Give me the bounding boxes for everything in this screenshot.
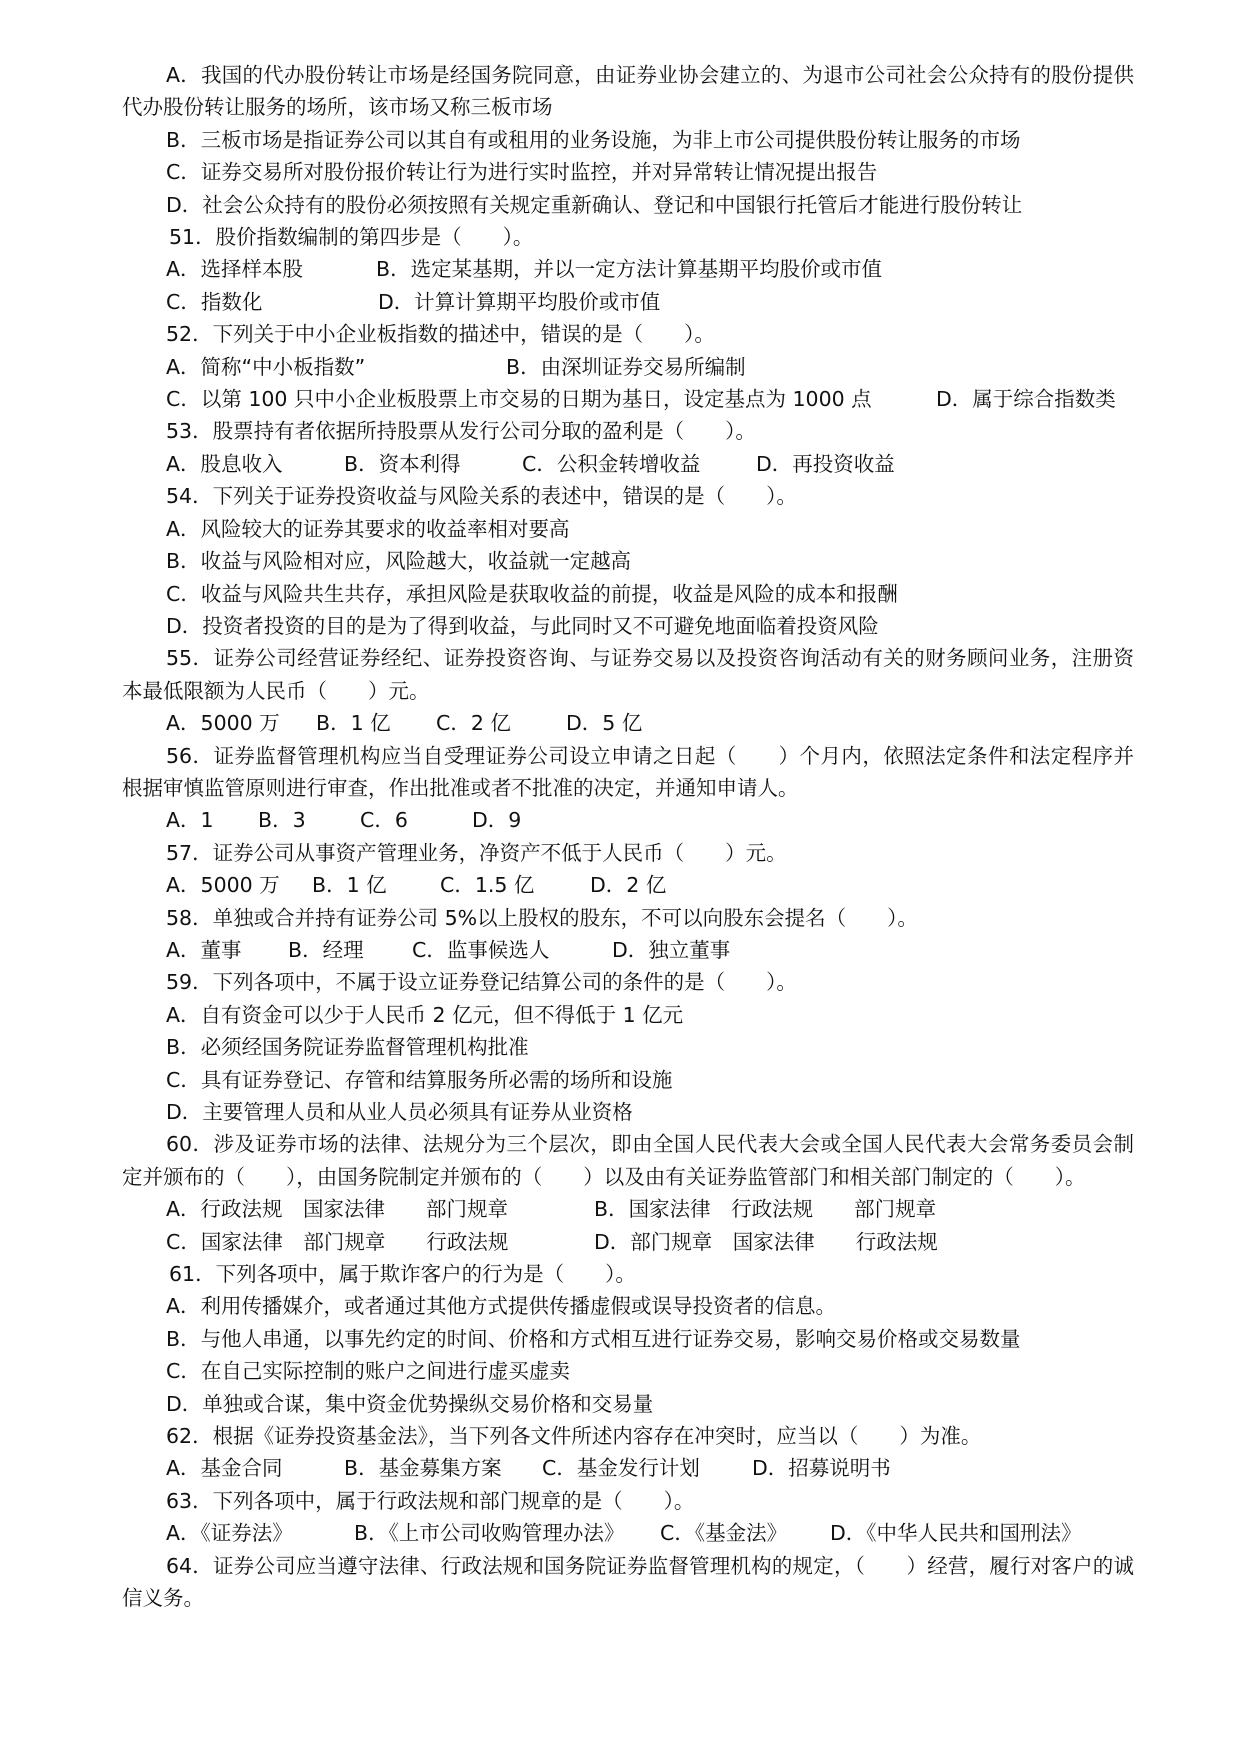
q63-option-a: A．《证券法》 [166,1521,293,1546]
q62-option-b: B．基金募集方案 [344,1456,502,1481]
q55-options-row [122,707,1134,739]
q62-option-c: C．基金发行计划 [542,1456,700,1481]
q51-option-c: C．指数化 [166,289,263,314]
q51-options-row-1 [122,253,1134,285]
q57-option-c: C．1.5 亿 [440,873,535,898]
q51-stem: 51．股价指数编制的第四步是（ ）。 [169,225,534,250]
q50-option-c: C．证券交易所对股份报价转让行为进行实时监控，并对异常转让情况提出报告 [166,160,878,185]
q63-option-d: D．《中华人民共和国刑法》 [830,1521,1082,1546]
q59-option-c: C．具有证券登记、存管和结算服务所必需的场所和设施 [166,1067,673,1092]
q62-option-a: A．基金合同 [166,1456,283,1481]
q56-option-b: B．3 [258,808,306,833]
q57-stem: 57．证券公司从事资产管理业务，净资产不低于人民币（ ）元。 [166,840,787,865]
q55-option-c: C．2 亿 [436,711,511,736]
q55-option-a: A．5000 万 [166,711,280,736]
q60-stem: 60．涉及证券市场的法律、法规分为三个层次，即由全国人民代表大会或全国人民代表大会常务委员会制定并颁布的（ ），由国务院制定并颁布的（ ）以及由有关证券监管部门和相关部门制定的（ ）。 [122,1132,1134,1189]
q53-option-c: C．公积金转增收益 [522,451,701,476]
q53-stem: 53．股票持有者依据所持股票从发行公司分取的盈利是（ ）。 [166,419,756,444]
q52-option-b: B．由深圳证券交易所编制 [506,354,746,379]
q60-option-c: C．国家法律 部门规章 行政法规 [166,1229,509,1254]
q52-option-a: A．简称“中小板指数” [166,354,366,379]
q56-option-a: A．1 [166,808,214,833]
q53-options-row [122,448,1134,480]
q56-option-d: D．9 [472,808,522,833]
q61-option-d: D．单独或合谋，集中资金优势操纵交易价格和交易量 [166,1391,654,1416]
q62-options-row [122,1452,1134,1484]
q55-option-b: B．1 亿 [316,711,391,736]
q54-option-d: D．投资者投资的目的是为了得到收益，与此同时又不可避免地面临着投资风险 [166,613,879,638]
q58-option-b: B．经理 [288,937,364,962]
q55-stem: 55．证券公司经营证券经纪、证券投资咨询、与证券交易以及投资咨询活动有关的财务顾问业务，注册资本最低限额为人民币（ ）元。 [122,646,1134,703]
q50-option-d: D．社会公众持有的股份必须按照有关规定重新确认、登记和中国银行托管后才能进行股份转让 [166,192,1023,217]
q63-option-c: C．《基金法》 [660,1521,788,1546]
q51-options-row-2 [122,286,1134,318]
q57-options-row [122,869,1134,901]
q51-option-d: D．计算计算期平均股价或市值 [378,289,661,314]
q59-option-b: B．必须经国务院证券监督管理机构批准 [166,1035,529,1060]
q53-option-d: D．再投资收益 [756,451,895,476]
q58-option-a: A．董事 [166,937,242,962]
exam-content [122,59,1134,1615]
q61-option-c: C．在自己实际控制的账户之间进行虚买虚卖 [166,1359,570,1384]
q64-stem: 64．证券公司应当遵守法律、行政法规和国务院证券监督管理机构的规定，（ ）经营，履行对客户的诚信义务。 [122,1553,1134,1611]
q56-options-row [122,804,1134,836]
q61-stem: 61．下列各项中，属于欺诈客户的行为是（ ）。 [169,1262,636,1287]
q60-option-d: D．部门规章 国家法律 行政法规 [594,1229,938,1254]
q62-stem: 62．根据《证券投资基金法》，当下列各文件所述内容存在冲突时，应当以（ ）为准。 [166,1424,982,1449]
q51-option-b: B．选定某基期，并以一定方法计算基期平均股价或市值 [376,257,883,282]
q57-option-a: A．5000 万 [166,873,280,898]
q61-option-a: A．利用传播媒介，或者通过其他方式提供传播虚假或误导投资者的信息。 [166,1294,837,1319]
q62-option-d: D．招募说明书 [752,1456,891,1481]
q57-option-b: B．1 亿 [312,873,387,898]
q61-option-b: B．与他人串通，以事先约定的时间、价格和方式相互进行证券交易，影响交易价格或交易数量 [166,1326,1021,1351]
q53-option-a: A．股息收入 [166,451,283,476]
q53-option-b: B．资本利得 [344,451,461,476]
q59-stem: 59．下列各项中，不属于设立证券登记结算公司的条件的是（ ）。 [166,970,797,995]
q60-options-row-1 [122,1193,1134,1225]
q63-option-b: B．《上市公司收购管理办法》 [354,1521,625,1546]
q54-stem: 54．下列关于证券投资收益与风险关系的表述中，错误的是（ ）。 [166,484,797,509]
q52-options-row-1 [122,351,1134,383]
q60-option-b: B．国家法律 行政法规 部门规章 [594,1197,937,1222]
q63-stem: 63．下列各项中，属于行政法规和部门规章的是（ ）。 [166,1488,695,1513]
q57-option-d: D．2 亿 [590,873,667,898]
q52-options-row-2 [122,383,1134,415]
q59-option-a: A．自有资金可以少于人民币 2 亿元，但不得低于 1 亿元 [166,1002,684,1027]
q52-option-c: C．以第 100 只中小企业板股票上市交易的日期为基日，设定基点为 1000 点 [166,387,872,412]
q51-option-a: A．选择样本股 [166,257,304,282]
q56-option-c: C．6 [360,808,408,833]
q63-options-row [122,1517,1134,1549]
q54-option-a: A．风险较大的证券其要求的收益率相对要高 [166,516,570,541]
q52-stem: 52．下列关于中小企业板指数的描述中，错误的是（ ）。 [166,322,715,347]
q59-option-d: D．主要管理人员和从业人员必须具有证券从业资格 [166,1100,633,1124]
q50-option-a: A．我国的代办股份转让市场是经国务院同意，由证券业协会建立的、为退市公司社会公众持有的股份提供代办股份转让服务的场所，该市场又称三板市场 [122,63,1134,120]
q60-option-a: A．行政法规 国家法律 部门规章 [166,1197,509,1222]
q52-option-d: D．属于综合指数类 [936,387,1116,412]
q54-option-b: B．收益与风险相对应，风险越大，收益就一定越高 [166,549,632,574]
q58-option-d: D．独立董事 [612,937,731,962]
q58-stem: 58．单独或合并持有证券公司 5%以上股权的股东，不可以向股东会提名（ ）。 [166,905,918,930]
q50-option-b: B．三板市场是指证券公司以其自有或租用的业务设施，为非上市公司提供股份转让服务的市场 [166,127,1021,152]
q56-stem: 56．证券监督管理机构应当自受理证券公司设立申请之日起（ ）个月内，依照法定条件和法定程序并根据审慎监管原则进行审查，作出批准或者不批准的决定，并通知申请人。 [122,743,1134,800]
q58-option-c: C．监事候选人 [412,937,550,962]
q54-option-c: C．收益与风险共生共存，承担风险是获取收益的前提，收益是风险的成本和报酬 [166,581,898,606]
q60-options-row-2 [122,1226,1134,1258]
q55-option-d: D．5 亿 [566,711,643,736]
q58-options-row [122,934,1134,966]
